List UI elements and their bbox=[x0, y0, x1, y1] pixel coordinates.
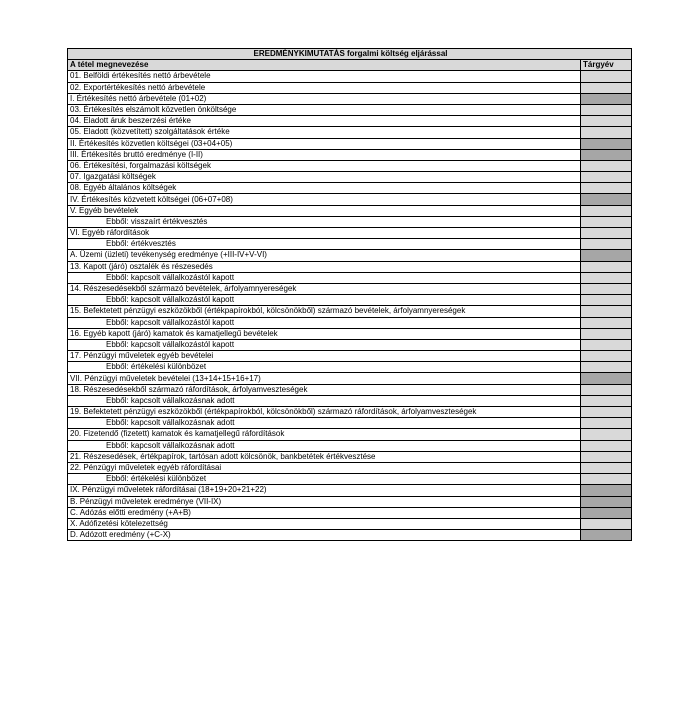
row-label: D. Adózott eredmény (+C-X) bbox=[68, 530, 581, 541]
row-label: Ebből: kapcsolt vállalkozásnak adott bbox=[68, 395, 581, 406]
row-label: 03. Értékesítés elszámolt közvetlen önköltsége bbox=[68, 104, 581, 115]
current-year-value-cell[interactable] bbox=[581, 295, 632, 306]
row-label: I. Értékesítés nettó árbevétele (01+02) bbox=[68, 93, 581, 104]
current-year-value-cell[interactable] bbox=[581, 395, 632, 406]
current-year-value-cell[interactable] bbox=[581, 328, 632, 339]
current-year-value-cell[interactable] bbox=[581, 351, 632, 362]
table-row bbox=[68, 328, 632, 339]
table-title: EREDMÉNYKIMUTATÁS forgalmi költség eljárással bbox=[68, 49, 632, 60]
table-row bbox=[68, 127, 632, 138]
current-year-value-cell[interactable] bbox=[581, 440, 632, 451]
row-label: Ebből: kapcsolt vállalkozástól kapott bbox=[68, 295, 581, 306]
header-row bbox=[68, 60, 632, 71]
row-label: VII. Pénzügyi műveletek bevételei (13+14+15+16+17) bbox=[68, 373, 581, 384]
table-row bbox=[68, 496, 632, 507]
current-year-value-cell[interactable] bbox=[581, 205, 632, 216]
row-label: III. Értékesítés bruttó eredménye (I-II) bbox=[68, 149, 581, 160]
current-year-value-cell[interactable] bbox=[581, 172, 632, 183]
table-subrow bbox=[68, 362, 632, 373]
table-row bbox=[68, 429, 632, 440]
table-row bbox=[68, 138, 632, 149]
income-statement-body bbox=[68, 49, 632, 541]
row-label: 02. Exportértékesítés nettó árbevétele bbox=[68, 82, 581, 93]
current-year-value-cell[interactable] bbox=[581, 407, 632, 418]
table-row bbox=[68, 261, 632, 272]
table-row bbox=[68, 451, 632, 462]
table-row bbox=[68, 462, 632, 473]
current-year-value-cell[interactable] bbox=[581, 373, 632, 384]
row-label: C. Adózás előtti eredmény (+A+B) bbox=[68, 507, 581, 518]
table-row bbox=[68, 351, 632, 362]
row-label: 04. Eladott áruk beszerzési értéke bbox=[68, 116, 581, 127]
current-year-value-cell[interactable] bbox=[581, 93, 632, 104]
current-year-value-cell[interactable] bbox=[581, 518, 632, 529]
row-label: 05. Eladott (közvetített) szolgáltatások értéke bbox=[68, 127, 581, 138]
current-year-value-cell[interactable] bbox=[581, 261, 632, 272]
current-year-value-cell[interactable] bbox=[581, 82, 632, 93]
table-row bbox=[68, 93, 632, 104]
row-label: Ebből: kapcsolt vállalkozástól kapott bbox=[68, 339, 581, 350]
current-year-value-cell[interactable] bbox=[581, 149, 632, 160]
row-label: IV. Értékesítés közvetett költségei (06+07+08) bbox=[68, 194, 581, 205]
table-subrow bbox=[68, 395, 632, 406]
row-label: 20. Fizetendő (fizetett) kamatok és kamatjellegű ráfordítások bbox=[68, 429, 581, 440]
row-label: II. Értékesítés közvetlen költségei (03+04+05) bbox=[68, 138, 581, 149]
table-row bbox=[68, 530, 632, 541]
row-label: Ebből: értékelési különbözet bbox=[68, 362, 581, 373]
current-year-value-cell[interactable] bbox=[581, 485, 632, 496]
row-label: A. Üzemi (üzleti) tevékenység eredménye (+III-IV+V-VI) bbox=[68, 250, 581, 261]
row-label: Ebből: visszaírt értékvesztés bbox=[68, 216, 581, 227]
row-label: Ebből: értékvesztés bbox=[68, 239, 581, 250]
row-label: Ebből: kapcsolt vállalkozástól kapott bbox=[68, 272, 581, 283]
table-row bbox=[68, 384, 632, 395]
current-year-value-cell[interactable] bbox=[581, 71, 632, 82]
row-label: 06. Értékesítési, forgalmazási költségek bbox=[68, 160, 581, 171]
current-year-value-cell[interactable] bbox=[581, 474, 632, 485]
table-row bbox=[68, 283, 632, 294]
table-row bbox=[68, 373, 632, 384]
table-row bbox=[68, 160, 632, 171]
table-title-row bbox=[68, 49, 632, 60]
current-year-value-cell[interactable] bbox=[581, 451, 632, 462]
table-row bbox=[68, 172, 632, 183]
current-year-value-cell[interactable] bbox=[581, 194, 632, 205]
table-subrow bbox=[68, 295, 632, 306]
row-label: V. Egyéb bevételek bbox=[68, 205, 581, 216]
table-row bbox=[68, 250, 632, 261]
row-label: 15. Befektetett pénzügyi eszközökből (értékpapírokból, kölcsönökből) származó bevételek, árfolyamnyereségek bbox=[68, 306, 581, 317]
row-label: 01. Belföldi értékesítés nettó árbevétele bbox=[68, 71, 581, 82]
table-subrow bbox=[68, 216, 632, 227]
current-year-value-cell[interactable] bbox=[581, 116, 632, 127]
current-year-value-cell[interactable] bbox=[581, 507, 632, 518]
current-year-value-cell[interactable] bbox=[581, 104, 632, 115]
table-row bbox=[68, 407, 632, 418]
row-label: X. Adófizetési kötelezettség bbox=[68, 518, 581, 529]
current-year-value-cell[interactable] bbox=[581, 530, 632, 541]
table-row bbox=[68, 507, 632, 518]
row-label: Ebből: kapcsolt vállalkozástól kapott bbox=[68, 317, 581, 328]
current-year-value-cell[interactable] bbox=[581, 317, 632, 328]
table-row bbox=[68, 82, 632, 93]
current-year-value-cell[interactable] bbox=[581, 496, 632, 507]
table-row bbox=[68, 485, 632, 496]
current-year-value-cell[interactable] bbox=[581, 429, 632, 440]
current-year-value-cell[interactable] bbox=[581, 339, 632, 350]
income-statement-table bbox=[67, 48, 632, 541]
header-item-name: A tétel megnevezése bbox=[68, 60, 581, 71]
table-subrow bbox=[68, 440, 632, 451]
current-year-value-cell[interactable] bbox=[581, 239, 632, 250]
row-label: Ebből: kapcsolt vállalkozásnak adott bbox=[68, 418, 581, 429]
row-label: IX. Pénzügyi műveletek ráfordításai (18+19+20+21+22) bbox=[68, 485, 581, 496]
table-subrow bbox=[68, 418, 632, 429]
current-year-value-cell[interactable] bbox=[581, 306, 632, 317]
row-label: 21. Részesedések, értékpapírok, tartósan adott kölcsönök, bankbetétek értékvesztése bbox=[68, 451, 581, 462]
row-label: 18. Részesedésekből származó ráfordítások, árfolyamveszteségek bbox=[68, 384, 581, 395]
table-subrow bbox=[68, 339, 632, 350]
table-subrow bbox=[68, 317, 632, 328]
row-label: 17. Pénzügyi műveletek egyéb bevételei bbox=[68, 351, 581, 362]
row-label: 14. Részesedésekből származó bevételek, árfolyamnyereségek bbox=[68, 283, 581, 294]
table-row bbox=[68, 228, 632, 239]
current-year-value-cell[interactable] bbox=[581, 183, 632, 194]
table-row bbox=[68, 183, 632, 194]
row-label: Ebből: értékelési különbözet bbox=[68, 474, 581, 485]
row-label: 19. Befektetett pénzügyi eszközökből (értékpapírokból, kölcsönökből) származó ráfordítások, árfolyamveszteségek bbox=[68, 407, 581, 418]
row-label: 16. Egyéb kapott (járó) kamatok és kamatjellegű bevételek bbox=[68, 328, 581, 339]
current-year-value-cell[interactable] bbox=[581, 160, 632, 171]
header-current-year: Tárgyév bbox=[581, 60, 632, 71]
row-label: 22. Pénzügyi műveletek egyéb ráfordításai bbox=[68, 462, 581, 473]
row-label: 13. Kapott (járó) osztalék és részesedés bbox=[68, 261, 581, 272]
table-row bbox=[68, 149, 632, 160]
current-year-value-cell[interactable] bbox=[581, 362, 632, 373]
row-label: 08. Egyéb általános költségek bbox=[68, 183, 581, 194]
table-row bbox=[68, 71, 632, 82]
current-year-value-cell[interactable] bbox=[581, 250, 632, 261]
current-year-value-cell[interactable] bbox=[581, 418, 632, 429]
row-label: VI. Egyéb ráfordítások bbox=[68, 228, 581, 239]
current-year-value-cell[interactable] bbox=[581, 283, 632, 294]
table-row bbox=[68, 116, 632, 127]
current-year-value-cell[interactable] bbox=[581, 216, 632, 227]
table-subrow bbox=[68, 272, 632, 283]
table-row bbox=[68, 194, 632, 205]
table-row bbox=[68, 205, 632, 216]
table-row bbox=[68, 104, 632, 115]
current-year-value-cell[interactable] bbox=[581, 127, 632, 138]
table-subrow bbox=[68, 239, 632, 250]
table-row bbox=[68, 306, 632, 317]
current-year-value-cell[interactable] bbox=[581, 462, 632, 473]
row-label: Ebből: kapcsolt vállalkozásnak adott bbox=[68, 440, 581, 451]
current-year-value-cell[interactable] bbox=[581, 384, 632, 395]
table-subrow bbox=[68, 474, 632, 485]
current-year-value-cell[interactable] bbox=[581, 138, 632, 149]
row-label: B. Pénzügyi műveletek eredménye (VII-IX) bbox=[68, 496, 581, 507]
table-row bbox=[68, 518, 632, 529]
current-year-value-cell[interactable] bbox=[581, 272, 632, 283]
current-year-value-cell[interactable] bbox=[581, 228, 632, 239]
row-label: 07. Igazgatási költségek bbox=[68, 172, 581, 183]
